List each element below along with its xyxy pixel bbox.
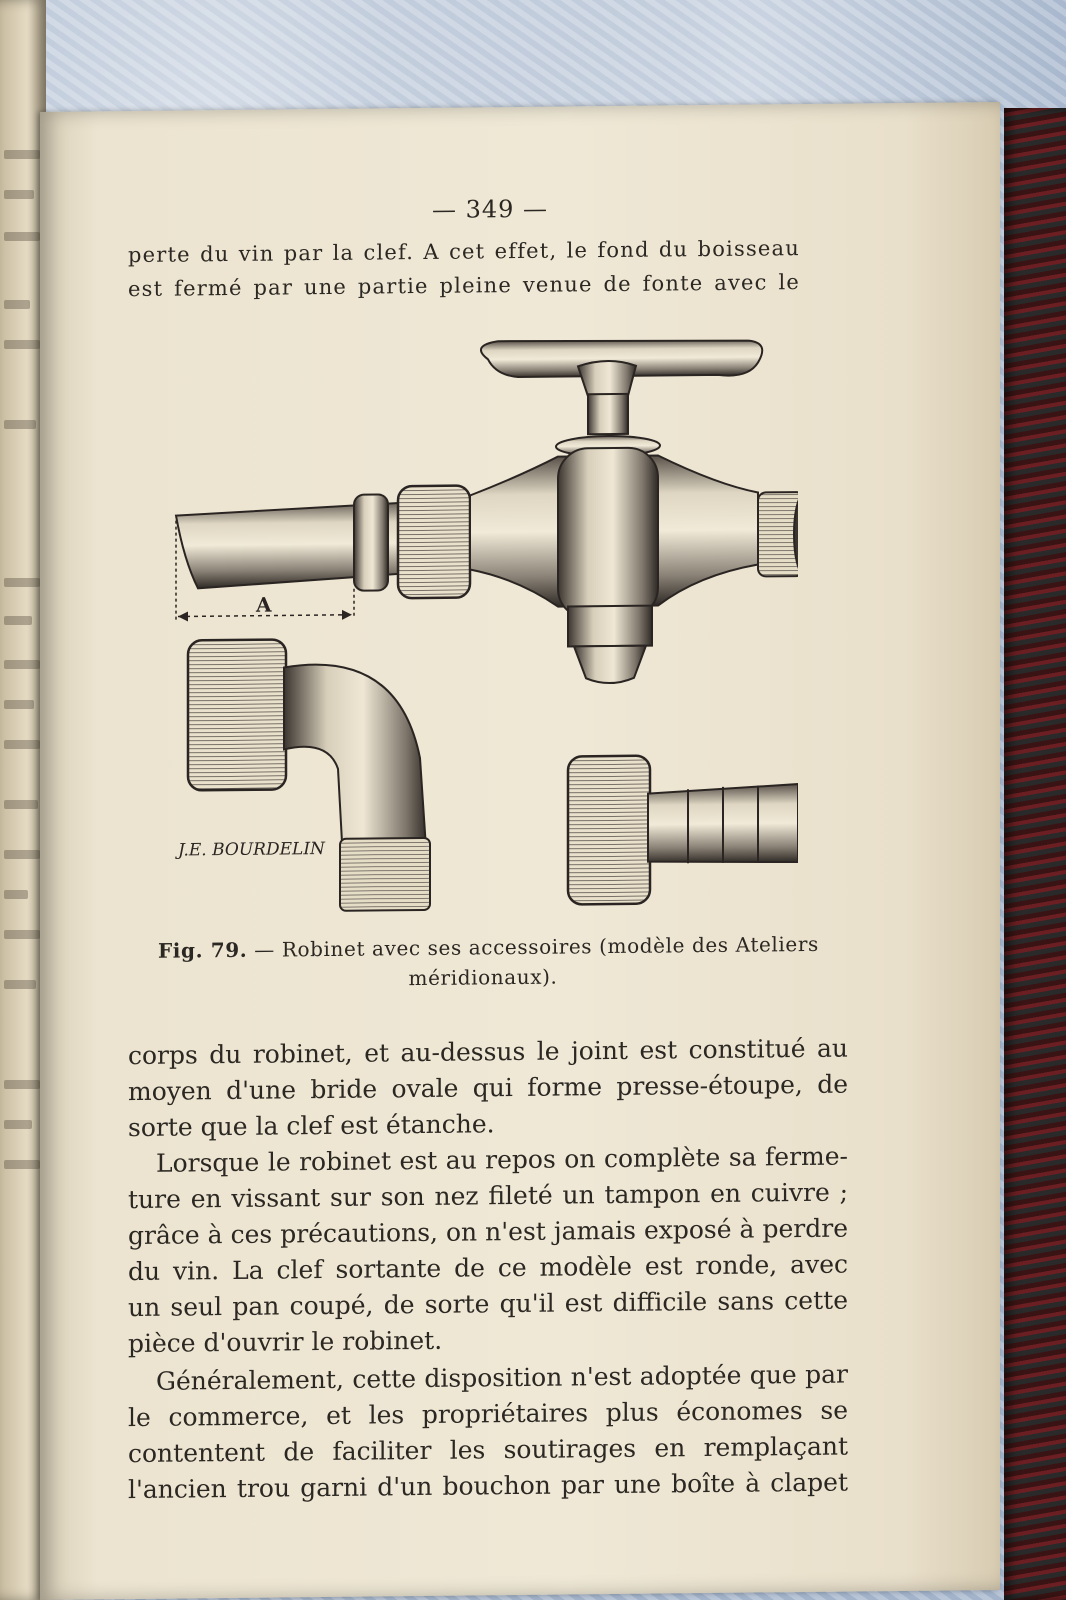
text-line: sorte que la clef est étanche. xyxy=(128,1109,495,1143)
text-line: perte du vin par la clef. A cet effet, le fond du boisseau xyxy=(128,236,800,268)
text-line: corps du robinet, et au-dessus le joint est constitué au xyxy=(128,1033,848,1071)
text-line: un seul pan coupé, de sorte qu'il est difficile sans cette xyxy=(128,1285,848,1323)
figure-caption-continued: méridionaux). xyxy=(408,964,558,991)
text-line: moyen d'une bride ovale qui forme presse-étoupe, de xyxy=(128,1069,848,1107)
caption-text: — Robinet avec ses accessoires (modèle des Ateliers xyxy=(254,931,819,962)
text-line: est fermé par une partie pleine venue de fonte avec le xyxy=(128,270,800,302)
text-line: contentent de faciliter les soutirages en remplaçant xyxy=(128,1431,848,1469)
figure-label: Fig. 79. xyxy=(158,937,248,963)
elbow-accessory xyxy=(188,638,430,913)
page-number: — 349 — xyxy=(431,194,549,224)
text-line: du vin. La clef sortante de ce modèle est ronde, avec xyxy=(128,1249,848,1287)
dimension-label: A xyxy=(256,592,272,617)
book-cover-edge xyxy=(1004,108,1066,1600)
faucet-illustration xyxy=(158,314,798,931)
text-line: l'ancien trou garni d'un bouchon par une boîte à clapet xyxy=(128,1467,848,1505)
figure-caption xyxy=(158,931,819,963)
text-line: grâce à ces précautions, on n'est jamais exposé à perdre xyxy=(128,1213,848,1251)
book-page xyxy=(40,102,1000,1600)
text-line: Lorsque le robinet est au repos on complète sa ferme- xyxy=(156,1141,848,1178)
text-line: ture en vissant sur son nez fileté un tampon en cuivre ; xyxy=(128,1177,848,1215)
engraver-signature: J.E. BOURDELIN xyxy=(178,839,325,861)
hose-adapter xyxy=(568,754,798,904)
text-line: le commerce, et les propriétaires plus économes se xyxy=(128,1395,848,1433)
faucet-handle xyxy=(481,338,762,457)
text-line: Généralement, cette disposition n'est adoptée que par xyxy=(156,1359,848,1396)
text-line: pièce d'ouvrir le robinet. xyxy=(128,1325,443,1359)
